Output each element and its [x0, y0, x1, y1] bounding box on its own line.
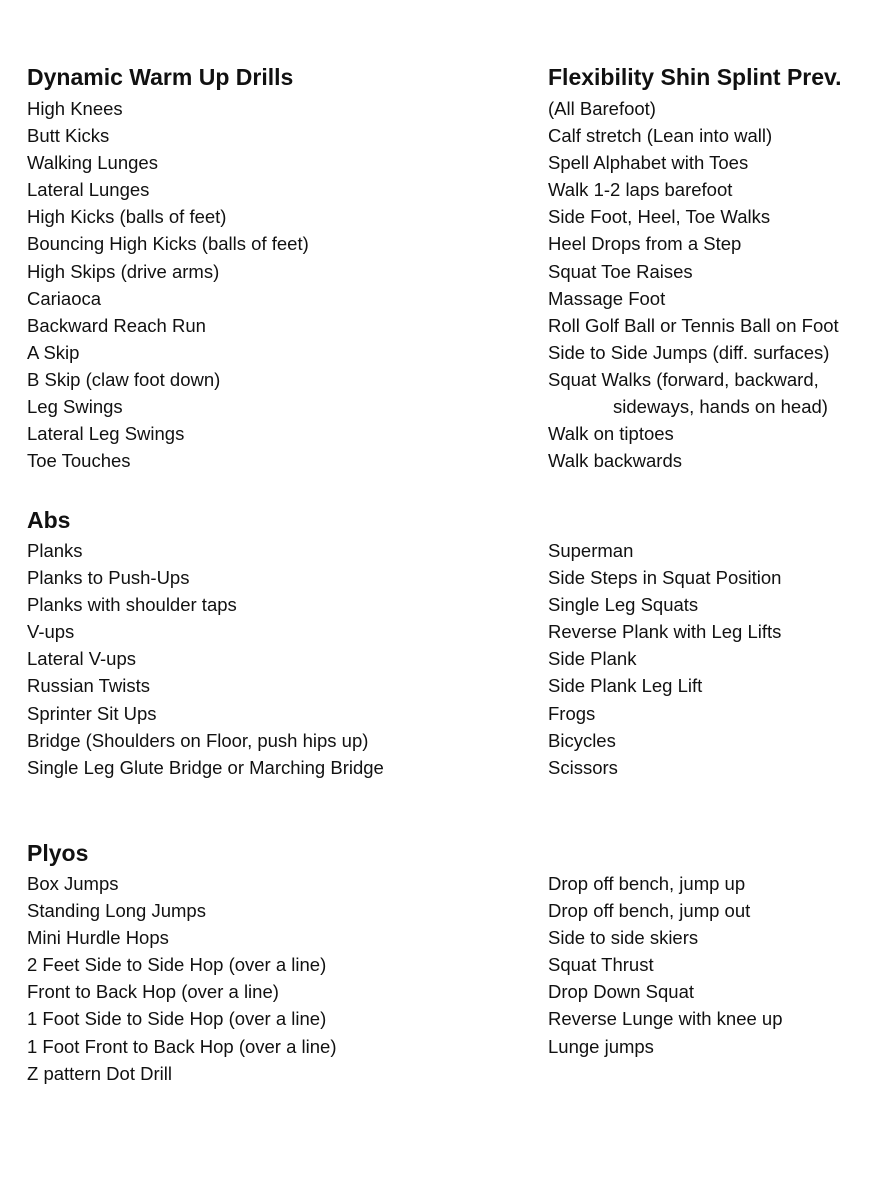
list-item: Bicycles: [548, 729, 616, 751]
list-item: Backward Reach Run: [27, 314, 206, 336]
list-item: Calf stretch (Lean into wall): [548, 125, 773, 147]
list-item: Bridge (Shoulders on Floor, push hips up): [27, 729, 369, 751]
list-item: A Skip: [27, 341, 80, 363]
list-item: Single Leg Glute Bridge or Marching Bridge: [27, 756, 384, 778]
list-item: Standing Long Jumps: [27, 900, 206, 922]
list-item: Leg Swings: [27, 396, 123, 418]
list-item: Superman: [548, 540, 634, 561]
list-item: Butt Kicks: [27, 125, 110, 147]
list-item: Drop off bench, jump out: [548, 900, 751, 922]
list-item: (All Barefoot): [548, 98, 656, 119]
list-item: Walking Lunges: [27, 152, 158, 174]
list-item: V-ups: [27, 621, 75, 643]
warmup-heading: Dynamic Warm Up Drills: [27, 64, 294, 90]
list-item: Squat Thrust: [548, 954, 654, 976]
list-item: 1 Foot Side to Side Hop (over a line): [27, 1008, 327, 1030]
list-item: Frogs: [548, 702, 596, 724]
list-item: Cariaoca: [27, 287, 102, 309]
list-item: Walk on tiptoes: [548, 423, 674, 445]
list-item: Mini Hurdle Hops: [27, 927, 169, 949]
list-item: Side Plank Leg Lift: [548, 675, 703, 697]
list-item: Z pattern Dot Drill: [27, 1062, 172, 1084]
list-item: Side Plank: [548, 648, 637, 670]
list-item: Single Leg Squats: [548, 594, 699, 616]
list-item: Russian Twists: [27, 675, 151, 697]
list-item: Planks to Push-Ups: [27, 567, 190, 589]
list-item: Reverse Plank with Leg Lifts: [548, 621, 782, 643]
list-item: High Kicks (balls of feet): [27, 206, 227, 228]
list-item: Side Steps in Squat Position: [548, 567, 782, 589]
list-item: Walk backwards: [548, 450, 682, 472]
list-item: Sprinter Sit Ups: [27, 702, 157, 724]
list-item: Planks with shoulder taps: [27, 594, 237, 616]
list-item: Lateral Leg Swings: [27, 423, 185, 445]
flexibility-heading: Flexibility Shin Splint Prev.: [548, 64, 842, 90]
list-item: Scissors: [548, 756, 618, 778]
list-item: 2 Feet Side to Side Hop (over a line): [27, 954, 327, 976]
list-item: Side to side skiers: [548, 927, 699, 949]
list-item: Massage Foot: [548, 287, 666, 309]
list-item: Squat Walks (forward, backward,: [548, 368, 819, 390]
abs-right-list: [548, 537, 781, 781]
abs-left-list: [27, 537, 384, 781]
list-item: Walk 1-2 laps barefoot: [548, 179, 733, 201]
list-item: Bouncing High Kicks (balls of feet): [27, 233, 309, 255]
list-item: Drop off bench, jump up: [548, 873, 746, 894]
list-item: Lateral V-ups: [27, 648, 137, 670]
list-item: Side Foot, Heel, Toe Walks: [548, 206, 771, 228]
list-item: Planks: [27, 540, 83, 561]
list-item: 1 Foot Front to Back Hop (over a line): [27, 1035, 337, 1057]
list-item: Roll Golf Ball or Tennis Ball on Foot: [548, 314, 839, 336]
list-item: High Knees: [27, 98, 123, 119]
list-item: Lateral Lunges: [27, 179, 150, 201]
plyos-heading: Plyos: [27, 840, 89, 866]
list-item: Toe Touches: [27, 450, 131, 472]
plyos-right-list: [548, 870, 782, 1060]
abs-heading: Abs: [27, 507, 71, 533]
list-item: Front to Back Hop (over a line): [27, 981, 279, 1003]
list-item: Drop Down Squat: [548, 981, 695, 1003]
list-item: Side to Side Jumps (diff. surfaces): [548, 341, 830, 363]
list-item: Reverse Lunge with knee up: [548, 1008, 783, 1030]
list-item: B Skip (claw foot down): [27, 368, 221, 390]
list-item: Lunge jumps: [548, 1035, 654, 1057]
warmup-list: [27, 95, 309, 474]
list-item: Heel Drops from a Step: [548, 233, 742, 255]
list-item: Box Jumps: [27, 873, 119, 894]
plyos-left-list: [27, 870, 337, 1087]
list-item: High Skips (drive arms): [27, 260, 220, 282]
list-item: Squat Toe Raises: [548, 260, 693, 282]
flexibility-list: [548, 95, 839, 474]
list-item-continuation: sideways, hands on head): [613, 396, 828, 418]
list-item: Spell Alphabet with Toes: [548, 152, 749, 174]
